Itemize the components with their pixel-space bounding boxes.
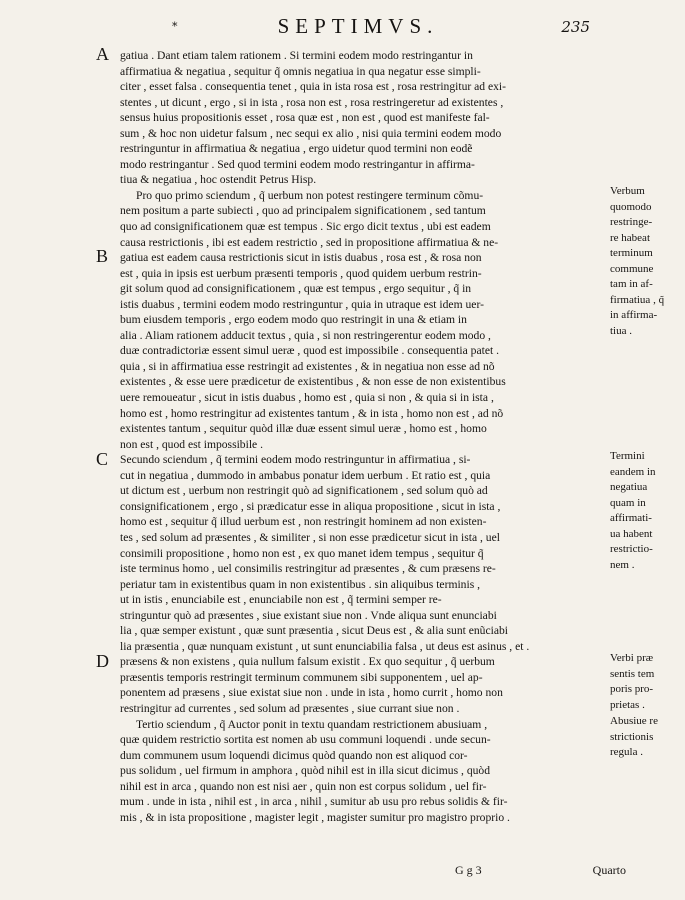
- running-title: SEPTIMVS.: [277, 14, 439, 38]
- text-line: uere remoueatur , sicut in istis duabus , homo est , quia si non , & quia si in ista ,: [120, 391, 494, 405]
- side-note-line: in affirma-: [610, 309, 658, 321]
- side-note-line: re habeat: [610, 231, 650, 244]
- text-line: gatiua est eadem causa restrictionis sicut in istis duabus , rosa est , & rosa non: [120, 251, 482, 265]
- text-line: tes , sed solum ad præsentes , & similiter , si non esse prædicetur sicut in ista , uel: [120, 530, 500, 544]
- text-line: cut in negatiua , dummodo in ambabus ponatur idem uerbum . Et ratio est , quia: [120, 468, 491, 482]
- side-note-line: strictionis: [610, 730, 654, 743]
- side-note-line: sentis tem: [610, 667, 655, 680]
- side-note-line: prietas .: [610, 698, 645, 711]
- side-note-line: quomodo: [610, 200, 652, 213]
- text-line: sum , & hoc non uidetur falsum , nec sequi ex alio , nisi quia termini eodem modo: [120, 126, 502, 140]
- text-line: existentes tantum , sequitur quòd illæ duæ essent simul ueræ , homo est , homo: [120, 422, 487, 436]
- text-line: periatur tam in existentibus quam in non existentibus . sin aliquibus terminis ,: [120, 577, 481, 591]
- text-line: git solum quod ad consignificationem , quæ est tempus , ergo sequitur , q̃ in: [120, 282, 472, 296]
- side-note-line: affirmati-: [610, 512, 652, 524]
- text-line: homo est , homo restringitur ad existentes tantum , & in ista , homo non est , ad nõ: [120, 406, 504, 420]
- text-line: existentes , & esse uere prædicetur de existentibus , & non esse de non existentibus: [120, 375, 506, 389]
- text-line: tiua & negatiua , hoc ostendit Petrus Hisp.: [120, 173, 317, 187]
- text-line: præsens & non existens , quia nullum falsum existit . Ex quo sequitur , q̃ uerbum: [120, 655, 495, 669]
- text-line: mum . unde in ista , nihil est , in arca , nihil , sumitur ab usu pro rebus solidis & fir-: [120, 795, 508, 809]
- side-note-line: firmatiua , q̃: [610, 293, 665, 306]
- side-note-line: tam in af-: [610, 278, 653, 290]
- text-line: causa restrictionis , ibi est eadem restrictio , sed in propositione affirmatiua & ne-: [120, 235, 499, 249]
- text-line: homo est , sequitur q̃ illud uerbum est , non restringit hominem ad non existen-: [120, 515, 487, 529]
- side-note-line: Termini: [610, 450, 645, 462]
- text-line: restringitur ad currentes , sed solum ad præsentes , siue currant siue non .: [120, 701, 460, 715]
- text-line: quo ad consignificationem quæ est tempus . Sic ergo dicit textus , ubi est eadem: [120, 220, 491, 234]
- text-line: nihil est in arca , quando non est nisi aer , quin non est corpus solidum , uel fir-: [120, 779, 487, 793]
- text-line: lia , quæ semper existunt , quæ sunt præsentia , sicut Deus est , & alia sunt enũciabi: [120, 624, 509, 638]
- text-line: dum communem usum loquendi dicimus quòd quando non est aliquod cor-: [120, 748, 468, 762]
- text-line: gatiua . Dant etiam talem rationem . Si termini eodem modo restringantur in: [120, 49, 473, 62]
- text-line: Tertio sciendum , q̃ Auctor ponit in textu quandam restrictionem abusiuam ,: [136, 717, 488, 731]
- side-note-line: restrictio-: [610, 543, 653, 555]
- side-note-line: eandem in: [610, 465, 656, 478]
- text-line: istis duabus , termini eodem modo restringuntur , quia in utraque est idem uer-: [120, 297, 484, 311]
- text-line: restringuntur in affirmatiua & negatiua , ergo uidetur quod termini non eodẽ: [120, 142, 473, 156]
- text-line: duæ contradictoriæ essent simul ueræ , quod est impossibile . consequentia patet .: [120, 344, 499, 358]
- side-note-verbum: [610, 184, 682, 339]
- text-line: affirmatiua & negatiua , sequitur q̃ omnis negatiua in qua negatur esse simpli-: [120, 64, 481, 78]
- side-note-line: poris pro-: [610, 683, 654, 695]
- side-note-termini: [610, 449, 682, 573]
- side-note-line: quam in: [610, 496, 646, 509]
- side-note-line: commune: [610, 262, 654, 275]
- side-note-line: negatiua: [610, 481, 648, 493]
- text-line: bum eiusdem temporis , ergo eodem modo quo restringit in una & etiam in: [120, 313, 467, 327]
- side-note-line: Abusiue re: [610, 715, 658, 727]
- section-letter-d: D: [96, 651, 109, 671]
- side-note-line: nem .: [610, 558, 635, 571]
- text-line: Pro quo primo sciendum , q̃ uerbum non potest restingere terminum cõmu-: [136, 188, 484, 202]
- text-line: citer , esset falsa . consequentia tenet , quia in ista rosa est , rosa restringitur ad exi-: [120, 80, 507, 94]
- side-note-line: tiua .: [610, 324, 632, 337]
- text-line: ut in istis , enunciabile est , enunciabile non est , q̃ termini semper re-: [120, 593, 442, 607]
- page-number: 235: [561, 18, 590, 36]
- text-line: alia . Aliam rationem adducit textus , quia , si non restringerentur eodem modo ,: [120, 328, 491, 342]
- text-line: ut dictum est , uerbum non restringit quò ad significationem , sed solum quò ad: [120, 484, 488, 498]
- text-line: quia , si in affirmatiua esse restringit ad existentes , & in negatiua non esse ad nõ: [120, 359, 495, 373]
- text-line: iste terminus homo , uel consimilis restringitur ad præsentes , & cum præsens re-: [120, 562, 496, 576]
- text-line: sensus huius propositionis esset , rosa quæ est , non est , quod est manifeste fal-: [120, 111, 490, 125]
- page-header: [120, 14, 590, 40]
- side-note-line: Verbi præ: [610, 652, 654, 664]
- side-note-line: Verbum: [610, 185, 645, 197]
- body-text: [120, 48, 606, 825]
- side-note-abusiue: [610, 714, 682, 761]
- text-line: modo restringantur . Sed quod termini eodem modo restringantur in affirma-: [120, 157, 475, 171]
- text-line: consimili propositione , homo non est , ex quo manet idem tempus , sequitur q̃: [120, 546, 484, 560]
- side-note-line: terminum: [610, 247, 653, 259]
- text-line: præsentis temporis restringit terminum communem sibi supponentem , uel ap-: [120, 670, 483, 684]
- text-line: nem positum a parte subiecti , quo ad principalem significationem , sed tantum: [120, 204, 486, 218]
- section-letter-c: C: [96, 449, 109, 469]
- side-note-line: restringe-: [610, 216, 653, 228]
- text-line: pus solidum , uel firmum in amphora , quòd nihil est in illa sicut dicimus , quòd: [120, 764, 491, 778]
- text-line: Secundo sciendum , q̃ termini eodem modo restringuntur in affirmatiua , si-: [120, 453, 471, 467]
- signature-mark: G g 3: [455, 863, 482, 877]
- side-note-verbi: [610, 651, 682, 713]
- text-line: ponentem ad præsens , siue existat siue non . unde in ista , homo currit , homo non: [120, 686, 503, 700]
- text-line: mis , & in ista propositione , magister legit , magister sumitur pro magistro proprio .: [120, 810, 510, 824]
- section-letter-b: B: [96, 246, 109, 266]
- catchword: Quarto: [592, 863, 626, 877]
- text-line: stentes , ut dicunt , ergo , si in ista , rosa non est , rosa restringeretur ad existentes ,: [120, 95, 504, 109]
- section-letter-a: A: [96, 44, 109, 64]
- text-line: est , quia in ipsis est uerbum præsenti temporis , quod quidem uerbum restrin-: [120, 266, 482, 280]
- header-ornament: *: [172, 20, 178, 33]
- text-line: lia præsentia , quæ nunquam existunt , ut sunt enunciabilia falsa , ut deus est asinus , et .: [120, 639, 530, 653]
- text-line: consignificationem , ergo , si prædicatur esse in aliqua propositione , sicut in ista ,: [120, 499, 501, 513]
- side-note-line: ua habent: [610, 527, 653, 540]
- side-note-line: regula .: [610, 746, 643, 758]
- page-footer: [120, 863, 626, 883]
- text-line: stringuntur quò ad præsentes , siue existant siue non . Vnde aliqua sunt enunciabi: [120, 608, 497, 622]
- text-line: non est , quod est impossibile .: [120, 437, 263, 451]
- text-line: quæ quidem restrictio sortita est nomen ab usu communi loquendi . unde secun-: [120, 733, 491, 747]
